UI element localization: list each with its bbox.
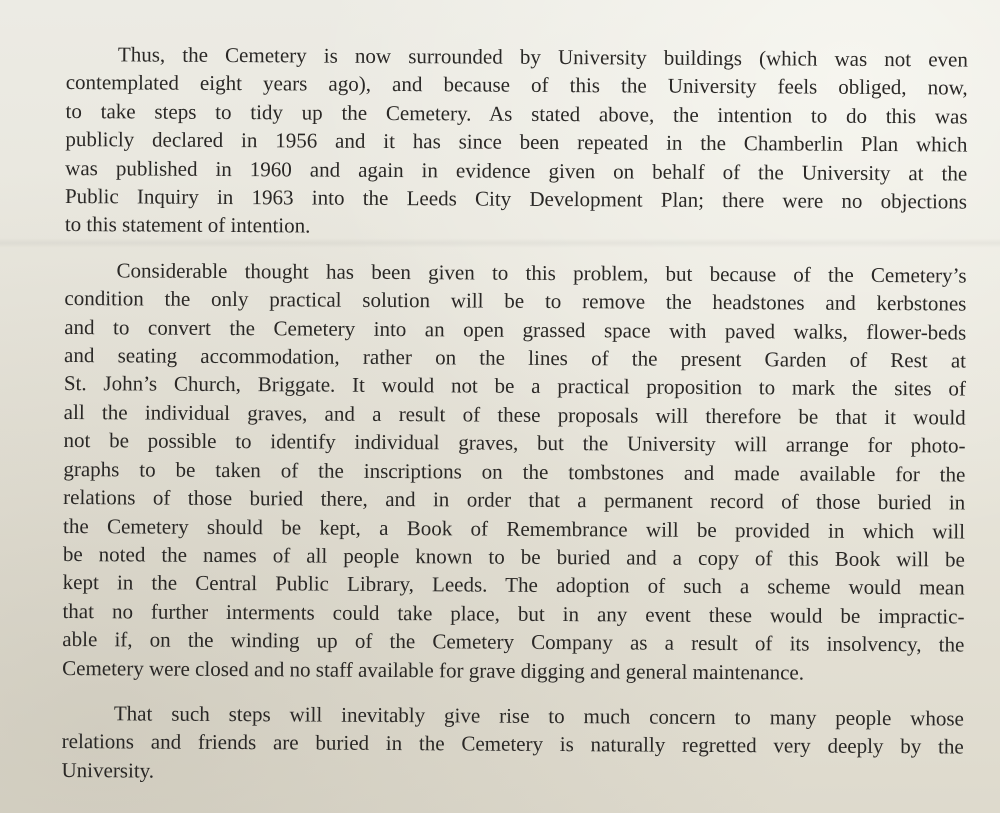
text-line: be noted the names of all people known to be buried and a copy of this Book will be (62, 541, 965, 572)
text-line: able if, on the winding up of the Cemetery Company as a result of its insolvency, the (62, 627, 965, 657)
document-body (61, 40, 968, 807)
text-line: relations and friends are buried in the Cemetery is naturally regretted very deeply by the (61, 729, 964, 759)
text-line: was published in 1960 and again in evidence given on behalf of the University at the (65, 155, 968, 186)
text-line: the Cemetery should be kept, a Book of Remembrance will be provided in which will (62, 513, 966, 544)
text-line: publicly declared in 1956 and it has since been repeated in the Chamberlin Plan which (65, 127, 968, 157)
text-line: St. John’s Church, Briggate. It would not be a practical proposition to mark the sites of (63, 371, 966, 401)
text-line: to this statement of intention. (64, 212, 311, 238)
text-line: That such steps will inevitably give rise to much concern to many people whose (113, 701, 964, 731)
paragraph-1 (65, 40, 968, 244)
paragraph-2 (62, 256, 967, 688)
text-line: Considerable thought has been given to this problem, but because of the Cemetery’s (116, 258, 967, 288)
text-line: kept in the Central Public Library, Leeds. The adoption of such a scheme would mean (62, 570, 965, 600)
text-line: not be possible to identify individual graves, but the University will arrange for photo- (63, 428, 966, 458)
text-line: relations of those buried there, and in order that a permanent record of those buried in (63, 485, 966, 515)
text-line: and to convert the Cemetery into an open grassed space with paved walks, flower-beds (64, 314, 967, 345)
text-line: that no further interments could take place, but in any event these would be impractic- (62, 598, 965, 629)
text-line: Thus, the Cemetery is now surrounded by University buildings (which was not even (117, 42, 968, 72)
text-line: condition the only practical solution will be to remove the headstones and kerbstones (64, 286, 967, 316)
text-line: Cemetery were closed and no staff available for grave digging and general maintenance. (62, 655, 805, 685)
paragraph-3 (61, 699, 964, 790)
text-line: and seating accommodation, rather on the lines of the present Garden of Rest at (64, 343, 967, 373)
text-line: all the individual graves, and a result of these proposals will therefore be that it would (63, 399, 966, 430)
text-line: graphs to be taken of the inscriptions on the tombstones and made available for the (63, 456, 966, 487)
text-line: University. (61, 757, 155, 783)
text-line: Public Inquiry in 1963 into the Leeds City Development Plan; there were no objections (64, 184, 968, 214)
text-line: to take steps to tidy up the Cemetery. As stated above, the intention to do this was (65, 98, 968, 129)
text-line: contemplated eight years ago), and because of this the University feels obliged, now, (65, 70, 968, 100)
